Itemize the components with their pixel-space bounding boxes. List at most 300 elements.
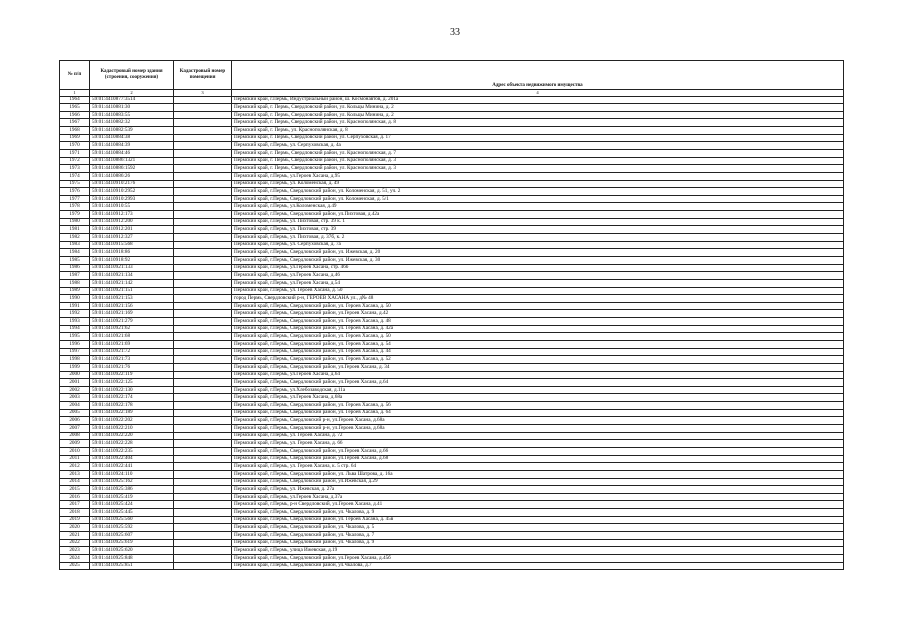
cadastral-room-number: [174, 188, 232, 196]
cadastral-room-number: [174, 432, 232, 440]
table-row: [60, 188, 844, 196]
cadastral-room-number: [174, 539, 232, 547]
address-cell: Пермский край, г.Пермь, ул.Хлебозаводская, д.11а: [232, 386, 844, 394]
address-cell: Пермский край, г. Пермь, Свердловский район, ул. Краснополянская, д. 7: [232, 149, 844, 157]
table-row: [60, 249, 844, 257]
row-number: 2022: [60, 539, 90, 547]
cadastral-building-number: 59:01:4410925:419: [90, 493, 174, 501]
table-row: [60, 287, 844, 295]
address-cell: Пермский край, г.Пермь, Свердловский район, ул. Героев Хасана, д. 45в: [232, 516, 844, 524]
cadastral-building-number: 59:01:4410921:62: [90, 325, 174, 333]
row-number: 1969: [60, 134, 90, 142]
table-row: [60, 447, 844, 455]
row-number: 2015: [60, 486, 90, 494]
cadastral-building-number: 59:01:4410921:133: [90, 264, 174, 272]
row-number: 2025: [60, 562, 90, 570]
table-row: [60, 318, 844, 326]
table-row: [60, 264, 844, 272]
row-number: 1974: [60, 172, 90, 180]
cadastral-room-number: [174, 417, 232, 425]
cadastral-room-number: [174, 371, 232, 379]
address-cell: Пермский край, г.Пермь, ул.Героев Хасана, д.95: [232, 172, 844, 180]
row-number: 2014: [60, 478, 90, 486]
cadastral-room-number: [174, 172, 232, 180]
row-number: 1971: [60, 149, 90, 157]
table-row: [60, 195, 844, 203]
cadastral-room-number: [174, 127, 232, 135]
table-row: [60, 134, 844, 142]
cadastral-room-number: [174, 226, 232, 234]
row-number: 2018: [60, 509, 90, 517]
cadastral-building-number: 59:01:4410922:210: [90, 425, 174, 433]
row-number: 2001: [60, 379, 90, 387]
row-number: 1972: [60, 157, 90, 165]
cadastral-building-number: 59:01:4410883:55: [90, 111, 174, 119]
row-number: 2007: [60, 425, 90, 433]
address-cell: Пермский край, г.Пермь, Свердловский район, ул.Героев Хасана, д. 34: [232, 363, 844, 371]
address-cell: Пермский край, г.Пермь, Свердловский район, ул. Героев Хасана, д. 56: [232, 402, 844, 410]
table-row: [60, 119, 844, 127]
address-cell: Пермский край, г.Пермь, Свердловский район, ул. Героев Хасана, д. 54: [232, 341, 844, 349]
cadastral-building-number: 59:01:4410922:228: [90, 440, 174, 448]
address-cell: Пермский край, г.Пермь, ул. Пихтовая, д. 37б, к. 2: [232, 234, 844, 242]
cadastral-room-number: [174, 333, 232, 341]
address-cell: Пермский край, г.Пермь, ул. Пихтовая, стр. 39: [232, 226, 844, 234]
row-number: 1986: [60, 264, 90, 272]
cadastral-building-number: 59:01:4410921:151: [90, 287, 174, 295]
table-row: [60, 554, 844, 562]
address-cell: Пермский край, г.Пермь, Свердловский район, ул. Коломенская, д. 51, уч. 2: [232, 188, 844, 196]
cadastral-room-number: [174, 310, 232, 318]
address-cell: Пермский край, г. Пермь, Свердловский район, ул. Кольцы Минина, д. 2: [232, 111, 844, 119]
row-number: 1996: [60, 341, 90, 349]
address-cell: Пермский край, г.Пермь, Свердловский район, ул.Героев Хасана, д.42: [232, 310, 844, 318]
row-number: 1983: [60, 241, 90, 249]
address-cell: Пермский край, г.Пермь, ул. Серпуховская, д. 4а: [232, 142, 844, 150]
cadastral-room-number: [174, 157, 232, 165]
row-number: 2010: [60, 447, 90, 455]
table-row: [60, 402, 844, 410]
row-number: 2011: [60, 455, 90, 463]
address-cell: Пермский край, г.Пермь, ул. Героев Хасана, д. 66: [232, 440, 844, 448]
cadastral-building-number: 59:01:4410910:2993: [90, 195, 174, 203]
row-number: 2017: [60, 501, 90, 509]
cadastral-building-number: 59:01:4410925:386: [90, 486, 174, 494]
table-row: [60, 539, 844, 547]
table-row: [60, 172, 844, 180]
address-cell: Пермский край, г.Пермь, ул. Пихтовая, стр. 39 к. 1: [232, 218, 844, 226]
row-number: 2013: [60, 470, 90, 478]
row-number: 2003: [60, 394, 90, 402]
cadastral-building-number: 59:01:4410912:201: [90, 226, 174, 234]
index-col-4: 4: [232, 90, 844, 97]
cadastral-room-number: [174, 348, 232, 356]
cadastral-room-number: [174, 440, 232, 448]
row-number: 1973: [60, 165, 90, 173]
row-number: 1964: [60, 96, 90, 104]
cadastral-room-number: [174, 547, 232, 555]
table-row: [60, 478, 844, 486]
cadastral-room-number: [174, 470, 232, 478]
row-number: 2016: [60, 493, 90, 501]
cadastral-building-number: 59:01:4410884:39: [90, 142, 174, 150]
address-cell: Пермский край, г.Пермь, Свердловский район, ул.Ижевская, д.29: [232, 478, 844, 486]
row-number: 1982: [60, 234, 90, 242]
cadastral-room-number: [174, 341, 232, 349]
table-row: [60, 256, 844, 264]
cadastral-building-number: 59:01:4410921:76: [90, 363, 174, 371]
cadastral-room-number: [174, 425, 232, 433]
address-cell: Пермский край, г.Пермь, р-н Свердловский, ул.Героев Хасана, д.41: [232, 501, 844, 509]
address-cell: Пермский край, г.Пермь, ул. Героев Хасана, к. 5 стр. 64: [232, 463, 844, 471]
row-number: 1967: [60, 119, 90, 127]
address-cell: Пермский край, г.Пермь, Свердловский район, ул.Пихтовая, д.42а: [232, 211, 844, 219]
table-row: [60, 463, 844, 471]
row-number: 1991: [60, 302, 90, 310]
table-row: [60, 348, 844, 356]
cadastral-room-number: [174, 379, 232, 387]
cadastral-building-number: 59:01:4410925:607: [90, 532, 174, 540]
row-number: 1994: [60, 325, 90, 333]
cadastral-building-number: 59:01:4410925:848: [90, 554, 174, 562]
index-col-1: 1: [60, 90, 90, 97]
table-header-row: [60, 61, 844, 90]
cadastral-building-number: 59:01:4410881:30: [90, 104, 174, 112]
address-cell: Пермский край, г.Пермь, Свердловский р-н, ул.Героев Хасана, д.68а: [232, 425, 844, 433]
cadastral-building-number: 59:01:4410921:279: [90, 318, 174, 326]
cadastral-room-number: [174, 463, 232, 471]
row-number: 1980: [60, 218, 90, 226]
row-number: 2020: [60, 524, 90, 532]
cadastral-building-number: 59:01:4410921:68: [90, 333, 174, 341]
table-row: [60, 142, 844, 150]
row-number: 1979: [60, 211, 90, 219]
cadastral-room-number: [174, 409, 232, 417]
table-row: [60, 127, 844, 135]
address-cell: Пермский край, г.Пермь, ул.Героев Хасана, д.37а: [232, 493, 844, 501]
cadastral-room-number: [174, 111, 232, 119]
address-cell: Пермский край, г. Пермь, ул. Краснополянская, д. 8: [232, 127, 844, 135]
cadastral-building-number: 59:01:4410922:189: [90, 409, 174, 417]
address-cell: Пермский край, г.Пермь, улица Ижевская, д.19: [232, 547, 844, 555]
cadastral-building-number: 59:01:4410921:69: [90, 341, 174, 349]
cadastral-building-number: 59:01:4410924:110: [90, 470, 174, 478]
address-cell: Пермский край, г.Пермь, Свердловский район, ул. Героев Хасана, д. 50: [232, 333, 844, 341]
cadastral-building-number: 59:01:4410922:404: [90, 455, 174, 463]
cadastral-room-number: [174, 279, 232, 287]
table-row: [60, 425, 844, 433]
row-number: 1966: [60, 111, 90, 119]
address-cell: Пермский край, г.Пермь, ул. Героев Хасана, д. 50: [232, 287, 844, 295]
cadastral-room-number: [174, 402, 232, 410]
index-col-2: 2: [90, 90, 174, 97]
address-cell: Пермский край, г.Пермь, Свердловский район, ул. Героев Хасана, д. 64: [232, 409, 844, 417]
cadastral-room-number: [174, 318, 232, 326]
table-row: [60, 394, 844, 402]
cadastral-building-number: 59:01:4410918:86: [90, 249, 174, 257]
row-number: 1995: [60, 333, 90, 341]
row-number: 1975: [60, 180, 90, 188]
table-row: [60, 417, 844, 425]
cadastral-room-number: [174, 486, 232, 494]
row-number: 1977: [60, 195, 90, 203]
address-cell: Пермский край, г.Пермь, ул.Героев Хасана, д.64: [232, 371, 844, 379]
address-cell: Пермский край, г. Пермь, Свердловский район, ул. Кольцы Минина, д. 2: [232, 104, 844, 112]
cadastral-room-number: [174, 394, 232, 402]
row-number: 2000: [60, 371, 90, 379]
address-cell: Пермский край, г.Пермь, ул. Серпуховская, д. 7а: [232, 241, 844, 249]
row-number: 1970: [60, 142, 90, 150]
address-cell: Пермский край, г.Пермь, ул.Героев Хасана, стр. 46б: [232, 264, 844, 272]
cadastral-building-number: 59:01:4410925:560: [90, 516, 174, 524]
cadastral-room-number: [174, 524, 232, 532]
table-row: [60, 272, 844, 280]
cadastral-room-number: [174, 142, 232, 150]
row-number: 1992: [60, 310, 90, 318]
cadastral-room-number: [174, 104, 232, 112]
table-row: [60, 379, 844, 387]
address-cell: Пермский край, г.Пермь, ул. Ижевская, д. 27а: [232, 486, 844, 494]
table-row: [60, 509, 844, 517]
cadastral-building-number: 59:01:4410882:539: [90, 127, 174, 135]
address-cell: Пермский край, г.Пермь, Свердловский район, ул. Ижевская, д. 20: [232, 249, 844, 257]
address-cell: Пермский край, г.Пермь, ул.Героев Хасана, д.54: [232, 279, 844, 287]
address-cell: Пермский край, г. Пермь, Свердловский район, ул. Серпуховская, д. 17: [232, 134, 844, 142]
cadastral-building-number: 59:01:4410922:174: [90, 394, 174, 402]
index-col-3: 3: [174, 90, 232, 97]
address-cell: Пермский край, г.Пермь, Свердловский район, ул. Чкалова, д. 7: [232, 532, 844, 540]
table-row: [60, 386, 844, 394]
cadastral-room-number: [174, 363, 232, 371]
cadastral-room-number: [174, 119, 232, 127]
table-row: [60, 111, 844, 119]
address-cell: Пермский край, г.Пермь, Свердловский район, ул.Героев Хасана, д.64: [232, 379, 844, 387]
address-cell: Пермский край, г.Пермь, ул.Героев Хасана, д.46: [232, 272, 844, 280]
table-row: [60, 165, 844, 173]
cadastral-room-number: [174, 134, 232, 142]
table-row: [60, 356, 844, 364]
cadastral-building-number: 59:01:4410922:125: [90, 379, 174, 387]
table-row: [60, 96, 844, 104]
table-row: [60, 218, 844, 226]
cadastral-building-number: 59:01:4410921:142: [90, 279, 174, 287]
address-cell: Пермский край, г. Пермь, Свердловский район, ул. Краснополянская, д. 3: [232, 157, 844, 165]
row-number: 1978: [60, 203, 90, 211]
table-row: [60, 547, 844, 555]
address-cell: Пермский край, г.Пермь, Свердловский район, ул.Героев Хасана, д.68: [232, 455, 844, 463]
address-cell: Пермский край, г.Пермь, Свердловский район, ул.Героев Хасана, д.66: [232, 447, 844, 455]
cadastral-building-number: 59:01:4410921:134: [90, 272, 174, 280]
cadastral-room-number: [174, 249, 232, 257]
page-number: 33: [450, 27, 460, 38]
cadastral-building-number: 59:01:4410918:92: [90, 256, 174, 264]
table-row: [60, 455, 844, 463]
cadastral-building-number: 59:01:4410921:153: [90, 295, 174, 303]
table-row: [60, 241, 844, 249]
address-cell: Пермский край, г.Пермь, ул.Героев Хасана, д.68а: [232, 394, 844, 402]
row-number: 2023: [60, 547, 90, 555]
table-row: [60, 363, 844, 371]
real-estate-table: [59, 60, 844, 570]
table-row: [60, 501, 844, 509]
table-row: [60, 203, 844, 211]
table-row: [60, 234, 844, 242]
cadastral-room-number: [174, 272, 232, 280]
row-number: 2002: [60, 386, 90, 394]
row-number: 2006: [60, 417, 90, 425]
cadastral-building-number: 59:01:4410910:55: [90, 203, 174, 211]
cadastral-building-number: 59:01:4410910:2176: [90, 180, 174, 188]
row-number: 2005: [60, 409, 90, 417]
table-row: [60, 409, 844, 417]
cadastral-building-number: 59:01:4410922:441: [90, 463, 174, 471]
address-cell: Пермский край, г.Пермь, Свердловский район, ул. Героев Хасана, д. 48: [232, 318, 844, 326]
cadastral-room-number: [174, 96, 232, 104]
header-cadastral-building: Кадастровый номер здания (строения, сооружения): [90, 61, 174, 90]
table-row: [60, 325, 844, 333]
cadastral-room-number: [174, 478, 232, 486]
row-number: 1998: [60, 356, 90, 364]
row-number: 2009: [60, 440, 90, 448]
cadastral-building-number: 59:01:4410922:119: [90, 371, 174, 379]
address-cell: Пермский край, г.Пермь, Свердловский район, ул. Героев Хасана, д. 50: [232, 302, 844, 310]
cadastral-building-number: 59:01:4410925:592: [90, 524, 174, 532]
table-row: [60, 302, 844, 310]
address-cell: Пермский край, г.Пермь, Свердловский район, ул. Героев Хасана, д. 42а: [232, 325, 844, 333]
row-number: 2012: [60, 463, 90, 471]
address-cell: Пермский край, г.Пермь, ул. Коломенская, д. 49: [232, 180, 844, 188]
header-num: № п/п: [60, 61, 90, 90]
cadastral-room-number: [174, 386, 232, 394]
cadastral-room-number: [174, 195, 232, 203]
cadastral-room-number: [174, 554, 232, 562]
address-cell: Пермский край, г.Пермь, Свердловский район, ул. Чкалова, д. 9: [232, 539, 844, 547]
cadastral-building-number: 59:01:4410922:220: [90, 432, 174, 440]
cadastral-building-number: 59:01:4410921:73: [90, 356, 174, 364]
row-number: 1968: [60, 127, 90, 135]
address-cell: Пермский край, г.Пермь, Свердловский р-н, ул.Героев Хасана, д.68а: [232, 417, 844, 425]
row-number: 1987: [60, 272, 90, 280]
cadastral-building-number: 59:01:4410922:202: [90, 417, 174, 425]
cadastral-building-number: 59:01:4410921:72: [90, 348, 174, 356]
address-cell: Пермский край, г.Пермь, Свердловский район, ул. Героев Хасана, д. 44: [232, 348, 844, 356]
cadastral-room-number: [174, 149, 232, 157]
cadastral-room-number: [174, 165, 232, 173]
cadastral-building-number: 59:01:4410877:3514: [90, 96, 174, 104]
address-cell: Пермский край, г.Пермь, Свердловский район, ул. Чкалова, д. 9: [232, 509, 844, 517]
row-number: 1981: [60, 226, 90, 234]
table-row: [60, 341, 844, 349]
cadastral-building-number: 59:01:4410912:327: [90, 234, 174, 242]
cadastral-building-number: 59:01:4410882:32: [90, 119, 174, 127]
table-row: [60, 279, 844, 287]
table-row: [60, 532, 844, 540]
cadastral-building-number: 59:01:4410884:46: [90, 149, 174, 157]
cadastral-building-number: 59:01:4410886:26: [90, 172, 174, 180]
cadastral-room-number: [174, 325, 232, 333]
address-cell: Пермский край, г.Пермь, Свердловский район, ул. Коломенская, д. 5/1: [232, 195, 844, 203]
address-cell: Пермский край, г.Пермь, Свердловский район, ул. Льва Шатрова, д. 16а: [232, 470, 844, 478]
cadastral-building-number: 59:01:4410922:178: [90, 402, 174, 410]
cadastral-building-number: 59:01:4410925:620: [90, 547, 174, 555]
cadastral-room-number: [174, 287, 232, 295]
row-number: 1990: [60, 295, 90, 303]
cadastral-room-number: [174, 295, 232, 303]
address-cell: Пермский край, г.Пермь, Свердловский район, ул.Героев Хасана, д.45б: [232, 554, 844, 562]
address-cell: Пермский край, г.Пермь, ул. Героев Хасана, д. 72: [232, 432, 844, 440]
table-row: [60, 157, 844, 165]
row-number: 1984: [60, 249, 90, 257]
table-row: [60, 432, 844, 440]
table-row: [60, 524, 844, 532]
row-number: 1989: [60, 287, 90, 295]
table-row: [60, 104, 844, 112]
cadastral-building-number: 59:01:4410912:200: [90, 218, 174, 226]
cadastral-building-number: 59:01:4410925:445: [90, 509, 174, 517]
address-cell: город Пермь, Свердловский р-н, ГЕРОЕВ ХАСАНА ул., д№ 48: [232, 295, 844, 303]
cadastral-room-number: [174, 455, 232, 463]
table-row: [60, 486, 844, 494]
row-number: 1976: [60, 188, 90, 196]
cadastral-building-number: 59:01:4410910:2952: [90, 188, 174, 196]
row-number: 2008: [60, 432, 90, 440]
cadastral-building-number: 59:01:4410922:130: [90, 386, 174, 394]
table-row: [60, 371, 844, 379]
table-row: [60, 440, 844, 448]
row-number: 2024: [60, 554, 90, 562]
cadastral-room-number: [174, 509, 232, 517]
cadastral-building-number: 59:01:4410886:1321: [90, 157, 174, 165]
address-cell: Пермский край, г.Пермь, Свердловский район, ул. Героев Хасана, д. 52: [232, 356, 844, 364]
cadastral-building-number: 59:01:4410925:162: [90, 478, 174, 486]
table-row: [60, 295, 844, 303]
row-number: 1993: [60, 318, 90, 326]
cadastral-building-number: 59:01:4410915:568: [90, 241, 174, 249]
row-number: 1988: [60, 279, 90, 287]
row-number: 2019: [60, 516, 90, 524]
cadastral-room-number: [174, 562, 232, 570]
header-address: Адрес объекта недвижимого имущества: [232, 61, 844, 90]
cadastral-building-number: 59:01:4410886:1592: [90, 165, 174, 173]
cadastral-building-number: 59:01:4410912:173: [90, 211, 174, 219]
cadastral-room-number: [174, 241, 232, 249]
cadastral-room-number: [174, 447, 232, 455]
cadastral-building-number: 59:01:4410921:156: [90, 302, 174, 310]
table-row: [60, 310, 844, 318]
cadastral-building-number: 59:01:4410925:619: [90, 539, 174, 547]
table-row: [60, 226, 844, 234]
address-cell: Пермский край, г.Пермь, Индустриальный район, ш. Космонавтов, д. 201а: [232, 96, 844, 104]
cadastral-room-number: [174, 256, 232, 264]
table-row: [60, 493, 844, 501]
cadastral-room-number: [174, 501, 232, 509]
cadastral-room-number: [174, 493, 232, 501]
row-number: 2021: [60, 532, 90, 540]
row-number: 1997: [60, 348, 90, 356]
row-number: 2004: [60, 402, 90, 410]
cadastral-room-number: [174, 234, 232, 242]
cadastral-room-number: [174, 302, 232, 310]
cadastral-room-number: [174, 264, 232, 272]
table-row: [60, 211, 844, 219]
cadastral-room-number: [174, 356, 232, 364]
cadastral-building-number: 59:01:4410921:169: [90, 310, 174, 318]
address-cell: Пермский край, г. Пермь, Свердловский район, ул. Краснополянская, д. 3: [232, 165, 844, 173]
cadastral-room-number: [174, 203, 232, 211]
cadastral-room-number: [174, 211, 232, 219]
cadastral-room-number: [174, 516, 232, 524]
table-row: [60, 516, 844, 524]
